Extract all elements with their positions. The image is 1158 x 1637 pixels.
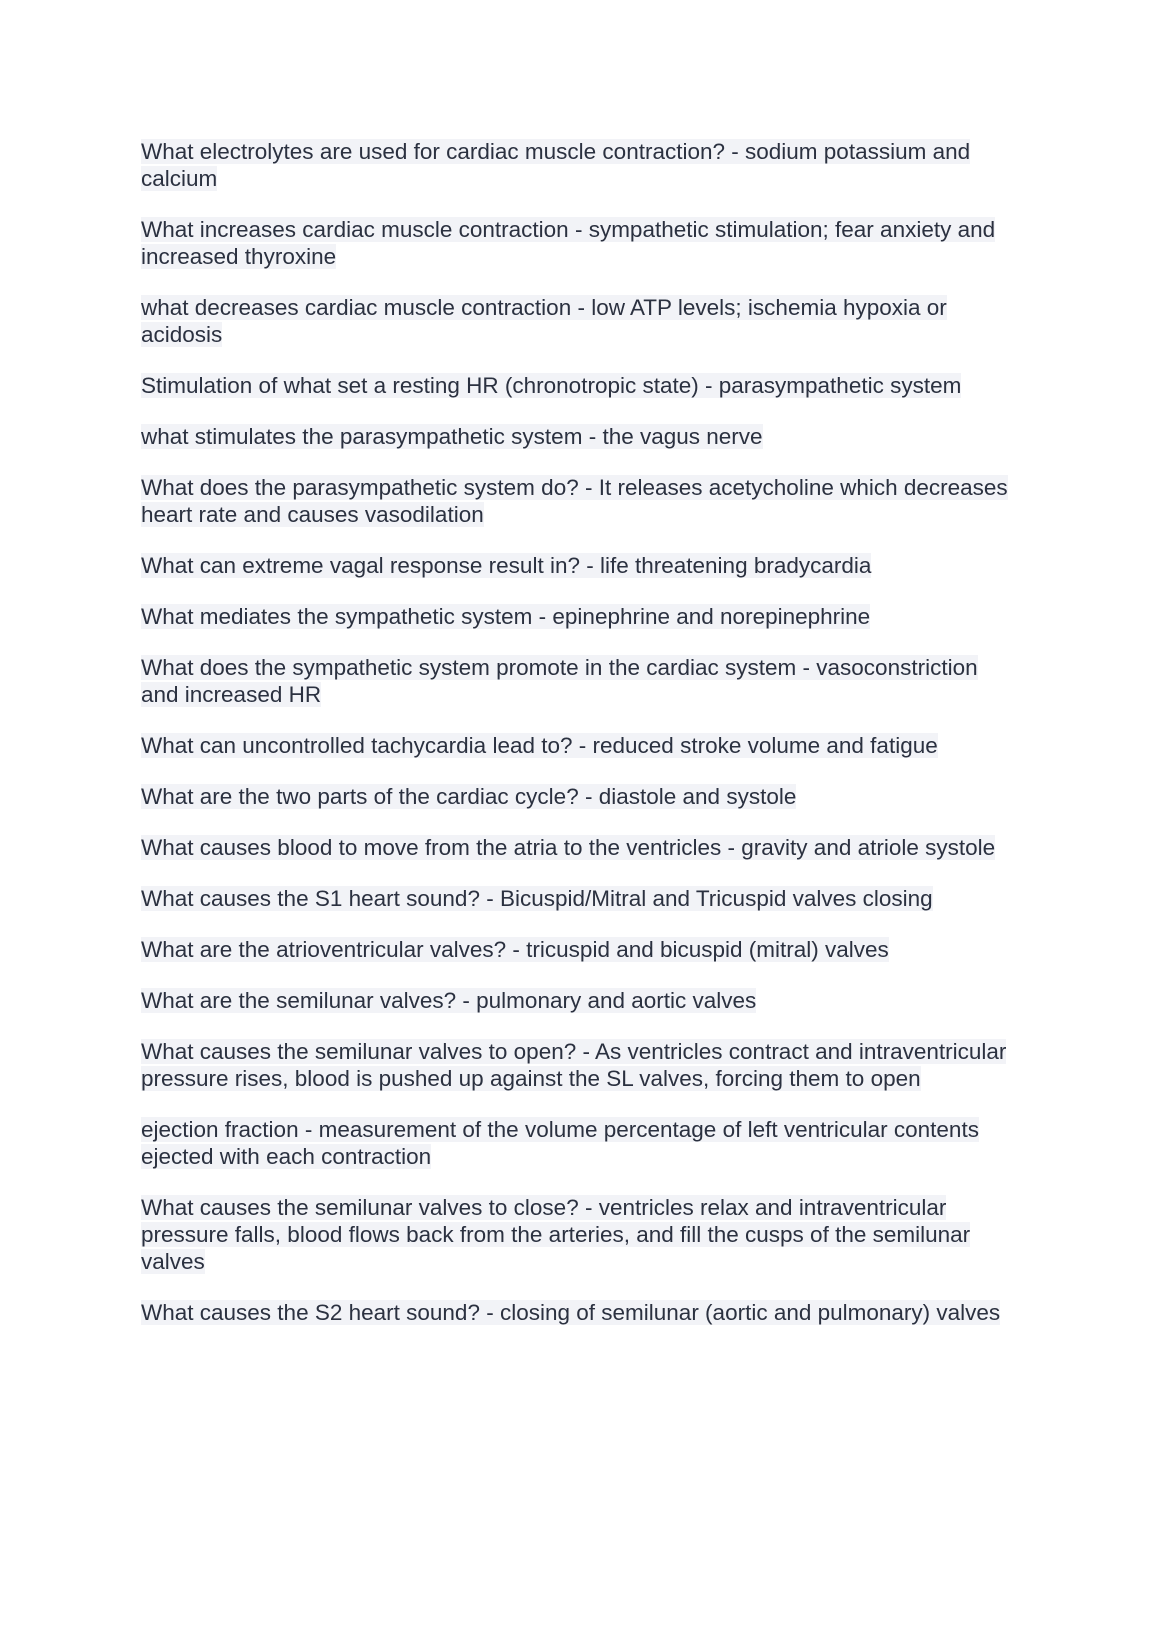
flashcard-entry <box>141 216 1016 270</box>
question-text: What increases cardiac muscle contraction <box>141 217 569 242</box>
separator: - <box>479 1300 500 1325</box>
answer-text: pulmonary and aortic valves <box>476 988 757 1013</box>
separator: - <box>578 784 599 809</box>
flashcard-entry <box>141 936 1016 963</box>
flashcard-entry <box>141 1299 1016 1326</box>
flashcard-entry <box>141 1038 1016 1092</box>
question-text: What electrolytes are used for cardiac muscle contraction? <box>141 139 726 164</box>
answer-text: sodium potassium and calcium <box>141 139 971 191</box>
flashcard-entry <box>141 987 1016 1014</box>
separator: - <box>725 139 746 164</box>
answer-text: gravity and atriole systole <box>741 835 996 860</box>
separator: - <box>479 886 500 911</box>
flashcard-entry <box>141 294 1016 348</box>
separator: - <box>576 1039 595 1064</box>
flashcard-entry <box>141 423 1016 450</box>
separator: - <box>578 1195 599 1220</box>
answer-text: ventricles relax and intraventricular pressure falls, blood flows back from the arteries, and fill the cusps of the semilunar valves <box>141 1195 971 1274</box>
separator: - <box>571 295 592 320</box>
flashcard-entry <box>141 732 1016 759</box>
separator: - <box>456 988 477 1013</box>
answer-text: low ATP levels; ischemia hypoxia or acidosis <box>141 295 947 347</box>
separator: - <box>796 655 817 680</box>
answer-text: tricuspid and bicuspid (mitral) valves <box>526 937 889 962</box>
separator: - <box>568 217 589 242</box>
question-text: What causes the semilunar valves to close? <box>141 1195 579 1220</box>
answer-text: diastole and systole <box>598 784 797 809</box>
answer-text: measurement of the volume percentage of left ventricular contents ejected with each contraction <box>141 1117 979 1169</box>
answer-text: It releases acetycholine which decreases heart rate and causes vasodilation <box>141 475 1008 527</box>
question-text: What causes blood to move from the atria to the ventricles <box>141 835 722 860</box>
question-text: What mediates the sympathetic system <box>141 604 533 629</box>
flashcard-entry <box>141 885 1016 912</box>
document-page <box>141 138 1016 1350</box>
flashcard-entry <box>141 1194 1016 1275</box>
flashcard-entry <box>141 372 1016 399</box>
answer-text: parasympathetic system <box>718 373 962 398</box>
question-text: Stimulation of what set a resting HR (chronotropic state) <box>141 373 699 398</box>
question-text: What can extreme vagal response result in? <box>141 553 580 578</box>
question-text: What causes the semilunar valves to open? <box>141 1039 577 1064</box>
flashcard-entry <box>141 654 1016 708</box>
answer-text: epinephrine and norepinephrine <box>552 604 871 629</box>
answer-text: reduced stroke volume and fatigue <box>592 733 938 758</box>
answer-text: Bicuspid/Mitral and Tricuspid valves closing <box>499 886 933 911</box>
answer-text: the vagus nerve <box>602 424 763 449</box>
question-text: What does the parasympathetic system do? <box>141 475 579 500</box>
answer-text: sympathetic stimulation; fear anxiety and increased thyroxine <box>141 217 996 269</box>
flashcard-entry <box>141 783 1016 810</box>
answer-text: vasoconstriction and increased HR <box>141 655 978 707</box>
separator: - <box>298 1117 319 1142</box>
flashcard-entry <box>141 474 1016 528</box>
flashcard-entry <box>141 552 1016 579</box>
separator: - <box>506 937 527 962</box>
separator: - <box>572 733 593 758</box>
separator: - <box>532 604 553 629</box>
question-text: What causes the S1 heart sound? <box>141 886 480 911</box>
question-text: What does the sympathetic system promote in the cardiac system <box>141 655 797 680</box>
question-text: What causes the S2 heart sound? <box>141 1300 480 1325</box>
question-text: what stimulates the parasympathetic system <box>141 424 583 449</box>
separator: - <box>582 424 603 449</box>
separator: - <box>698 373 719 398</box>
flashcard-entry <box>141 603 1016 630</box>
separator: - <box>578 475 599 500</box>
question-text: What are the semilunar valves? <box>141 988 457 1013</box>
question-text: ejection fraction <box>141 1117 299 1142</box>
question-text: What are the atrioventricular valves? <box>141 937 507 962</box>
flashcard-entry <box>141 138 1016 192</box>
answer-text: life threatening bradycardia <box>599 553 872 578</box>
answer-text: As ventricles contract and intraventricular pressure rises, blood is pushed up against the SL valves, forcing them to open <box>141 1039 1007 1091</box>
answer-text: closing of semilunar (aortic and pulmonary) valves <box>499 1300 1001 1325</box>
flashcard-entry <box>141 1116 1016 1170</box>
question-text: What are the two parts of the cardiac cycle? <box>141 784 579 809</box>
separator: - <box>579 553 600 578</box>
separator: - <box>721 835 742 860</box>
flashcard-entry <box>141 834 1016 861</box>
question-text: What can uncontrolled tachycardia lead to? <box>141 733 573 758</box>
question-text: what decreases cardiac muscle contraction <box>141 295 572 320</box>
